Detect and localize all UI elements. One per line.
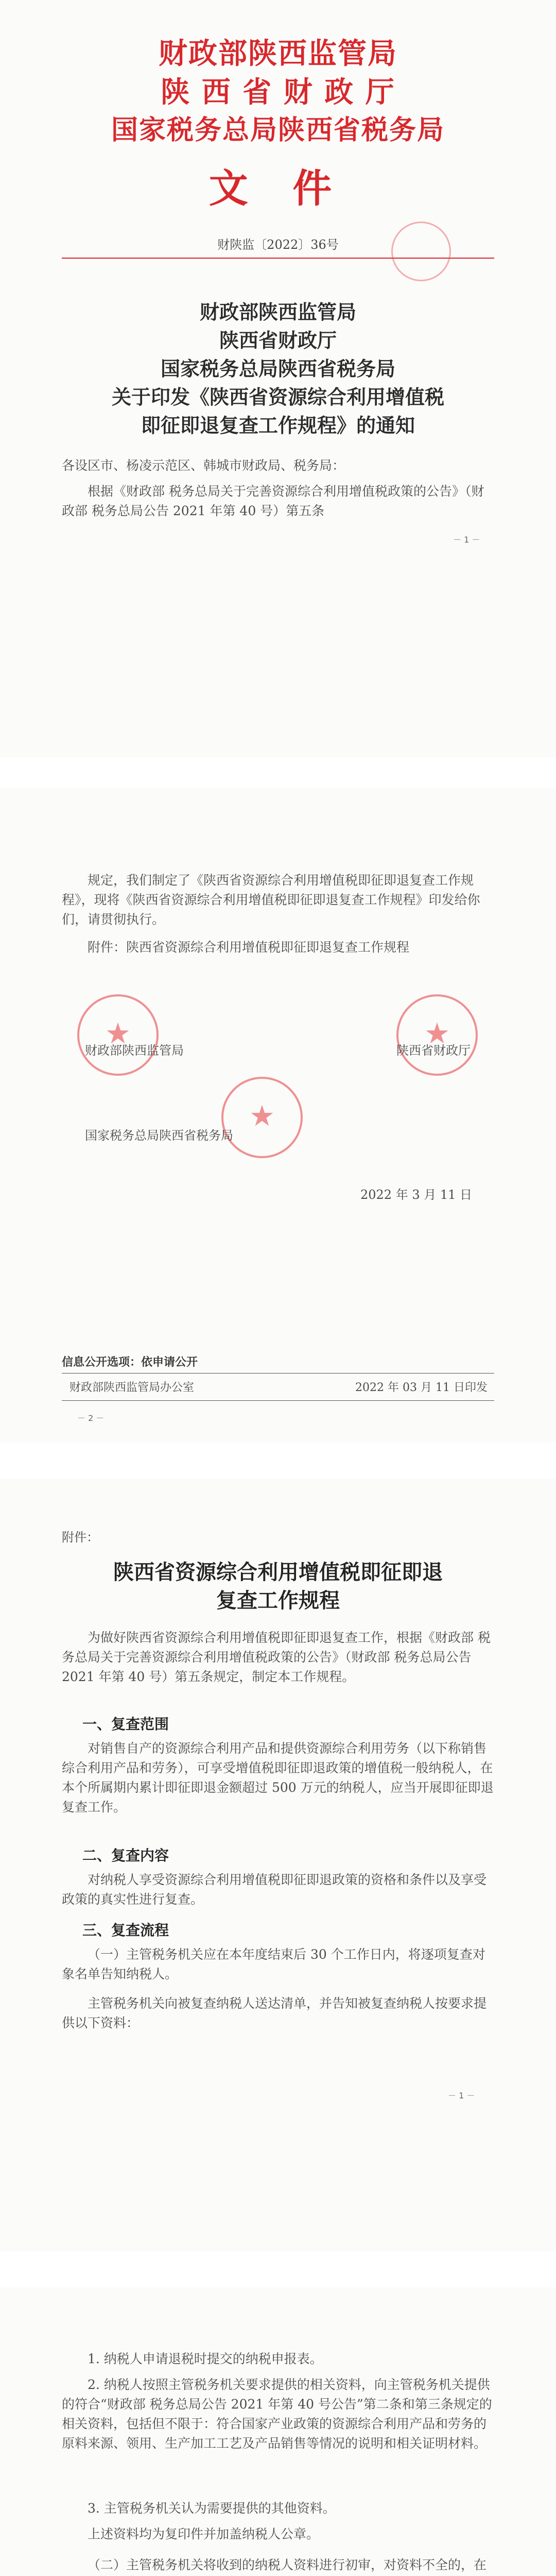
section-1-paragraph: 对销售自产的资源综合利用产品和提供资源综合利用劳务（以下称销售综合利用产品和劳务），可享受增值税即征即退政策的增值税一般纳税人，在本个所属期内累计即征即退金额超过 500 万元的纳税人，应当开展即征即退复查工作。 xyxy=(62,1741,494,1815)
signature-3: 国家税务总局陕西省税务局 xyxy=(85,1128,233,1143)
section-3-paragraph-2: 主管税务机关向被复查纳税人送达清单，并告知被复查纳税人按要求提供以下资料： xyxy=(62,1996,487,2030)
list-item-2: 2. 纳税人按照主管税务机关要求提供的相关资料，向主管税务机关提供的符合“财政部 税务总局公告 2021 年第 40 号公告”第二条和第三条规定的相关资料，包括但不限于：符合国家产业政策的资源综合利用产品和劳务的原料来源、领用、生产加工工艺及产品销售等情况的说明和相关证明材料。 xyxy=(62,2377,492,2451)
title-line-4: 关于印发《陕西省资源综合利用增值税 xyxy=(111,385,444,409)
recipients: 各设区市、杨凌示范区、韩城市财政局、税务局： xyxy=(62,458,345,473)
footer-rule-top xyxy=(62,1373,494,1374)
rules-title-line-2: 复查工作规程 xyxy=(216,1588,340,1613)
notice-paragraph-1: 根据《财政部 税务总局关于完善资源综合利用增值税政策的公告》（财政部 税务总局公告 2021 年第 40 号）第五条 xyxy=(62,484,484,518)
document-page-1 xyxy=(0,0,556,757)
title-line-2: 陕西省财政厅 xyxy=(219,329,337,352)
signing-date: 2022 年 3 月 11 日 xyxy=(360,1188,473,1202)
section-heading-3: 三、复查流程 xyxy=(82,1922,169,1939)
print-date: 2022 年 03 月 11 日印发 xyxy=(355,1381,488,1394)
page-gap xyxy=(0,757,556,788)
document-page-3 xyxy=(0,1479,556,2251)
issuer-line-3: 国家税务总局陕西省税务局 xyxy=(111,114,445,146)
page-number: － 1 － xyxy=(453,535,480,545)
title-line-3: 国家税务总局陕西省税务局 xyxy=(160,357,395,380)
document-number: 财陕监〔2022〕36号 xyxy=(217,238,339,252)
seal-tax-bureau xyxy=(221,1077,303,1158)
section-3-paragraph-1: （一）主管税务机关应在本年度结束后 30 个工作日内，将逐项复查对象名单告知纳税人。 xyxy=(62,1947,485,1981)
section-2-paragraph: 对纳税人享受资源综合利用增值税即征即退政策的资格和条件以及享受政策的真实性进行复查。 xyxy=(62,1872,487,1907)
disclosure-option: 信息公开选项：依申请公开 xyxy=(62,1355,198,1369)
document-page-4 xyxy=(0,2287,556,2576)
signature-2: 陕西省财政厅 xyxy=(396,1043,471,1058)
page-gap xyxy=(0,2251,556,2287)
list-item-4: 上述资料均为复印件并加盖纳税人公章。 xyxy=(88,2527,320,2541)
section-heading-2: 二、复查内容 xyxy=(82,1847,169,1864)
rules-intro: 为做好陕西省资源综合利用增值税即征即退复查工作，根据《财政部 税务总局关于完善资源综合利用增值税政策的公告》（财政部 税务总局公告 2021 年第 40 号）第五条规定，制定本工作规程。 xyxy=(62,1630,491,1684)
faint-stamp xyxy=(391,222,451,281)
attachment-label: 附件： xyxy=(62,1530,99,1545)
signature-1: 财政部陕西监管局 xyxy=(85,1043,184,1058)
page-gap xyxy=(0,1443,556,1479)
notice-paragraph-continued: 规定，我们制定了《陕西省资源综合利用增值税即征即退复查工作规程》，现将《陕西省资源综合利用增值税即征即退复查工作规程》印发给你们，请贯彻执行。 xyxy=(62,873,480,927)
attachment-note: 附件：陕西省资源综合利用增值税即征即退复查工作规程 xyxy=(88,940,410,955)
list-item-3: 3. 主管税务机关认为需要提供的其他资料。 xyxy=(88,2501,336,2516)
document-page-2 xyxy=(0,788,556,1443)
issuer-line-2: 陕 西 省 财 政 厅 xyxy=(161,75,395,109)
document-type-heading: 文 件 xyxy=(208,165,348,211)
title-line-5: 即征即退复查工作规程》的通知 xyxy=(141,414,415,437)
footer-rule-bottom xyxy=(62,1400,494,1401)
page-number: － 2 － xyxy=(77,1413,105,1423)
list-item-1: 1. 纳税人申请退税时提交的纳税申报表。 xyxy=(88,2351,323,2366)
issuing-office: 财政部陕西监管局办公室 xyxy=(70,1381,195,1394)
rules-title-line-1: 陕西省资源综合利用增值税即征即退 xyxy=(113,1560,443,1584)
section-heading-1: 一、复查范围 xyxy=(82,1716,169,1733)
issuer-line-1: 财政部陕西监管局 xyxy=(159,37,397,71)
title-line-1: 财政部陕西监管局 xyxy=(199,300,356,324)
page-number: － 1 － xyxy=(448,2091,475,2100)
seal-finance-bureau xyxy=(77,994,159,1076)
section-3-paragraph-3: （二）主管税务机关将收到的纳税人资料进行初审，对资料不全的，在 xyxy=(88,2557,487,2572)
seal-provincial-finance xyxy=(396,994,478,1076)
